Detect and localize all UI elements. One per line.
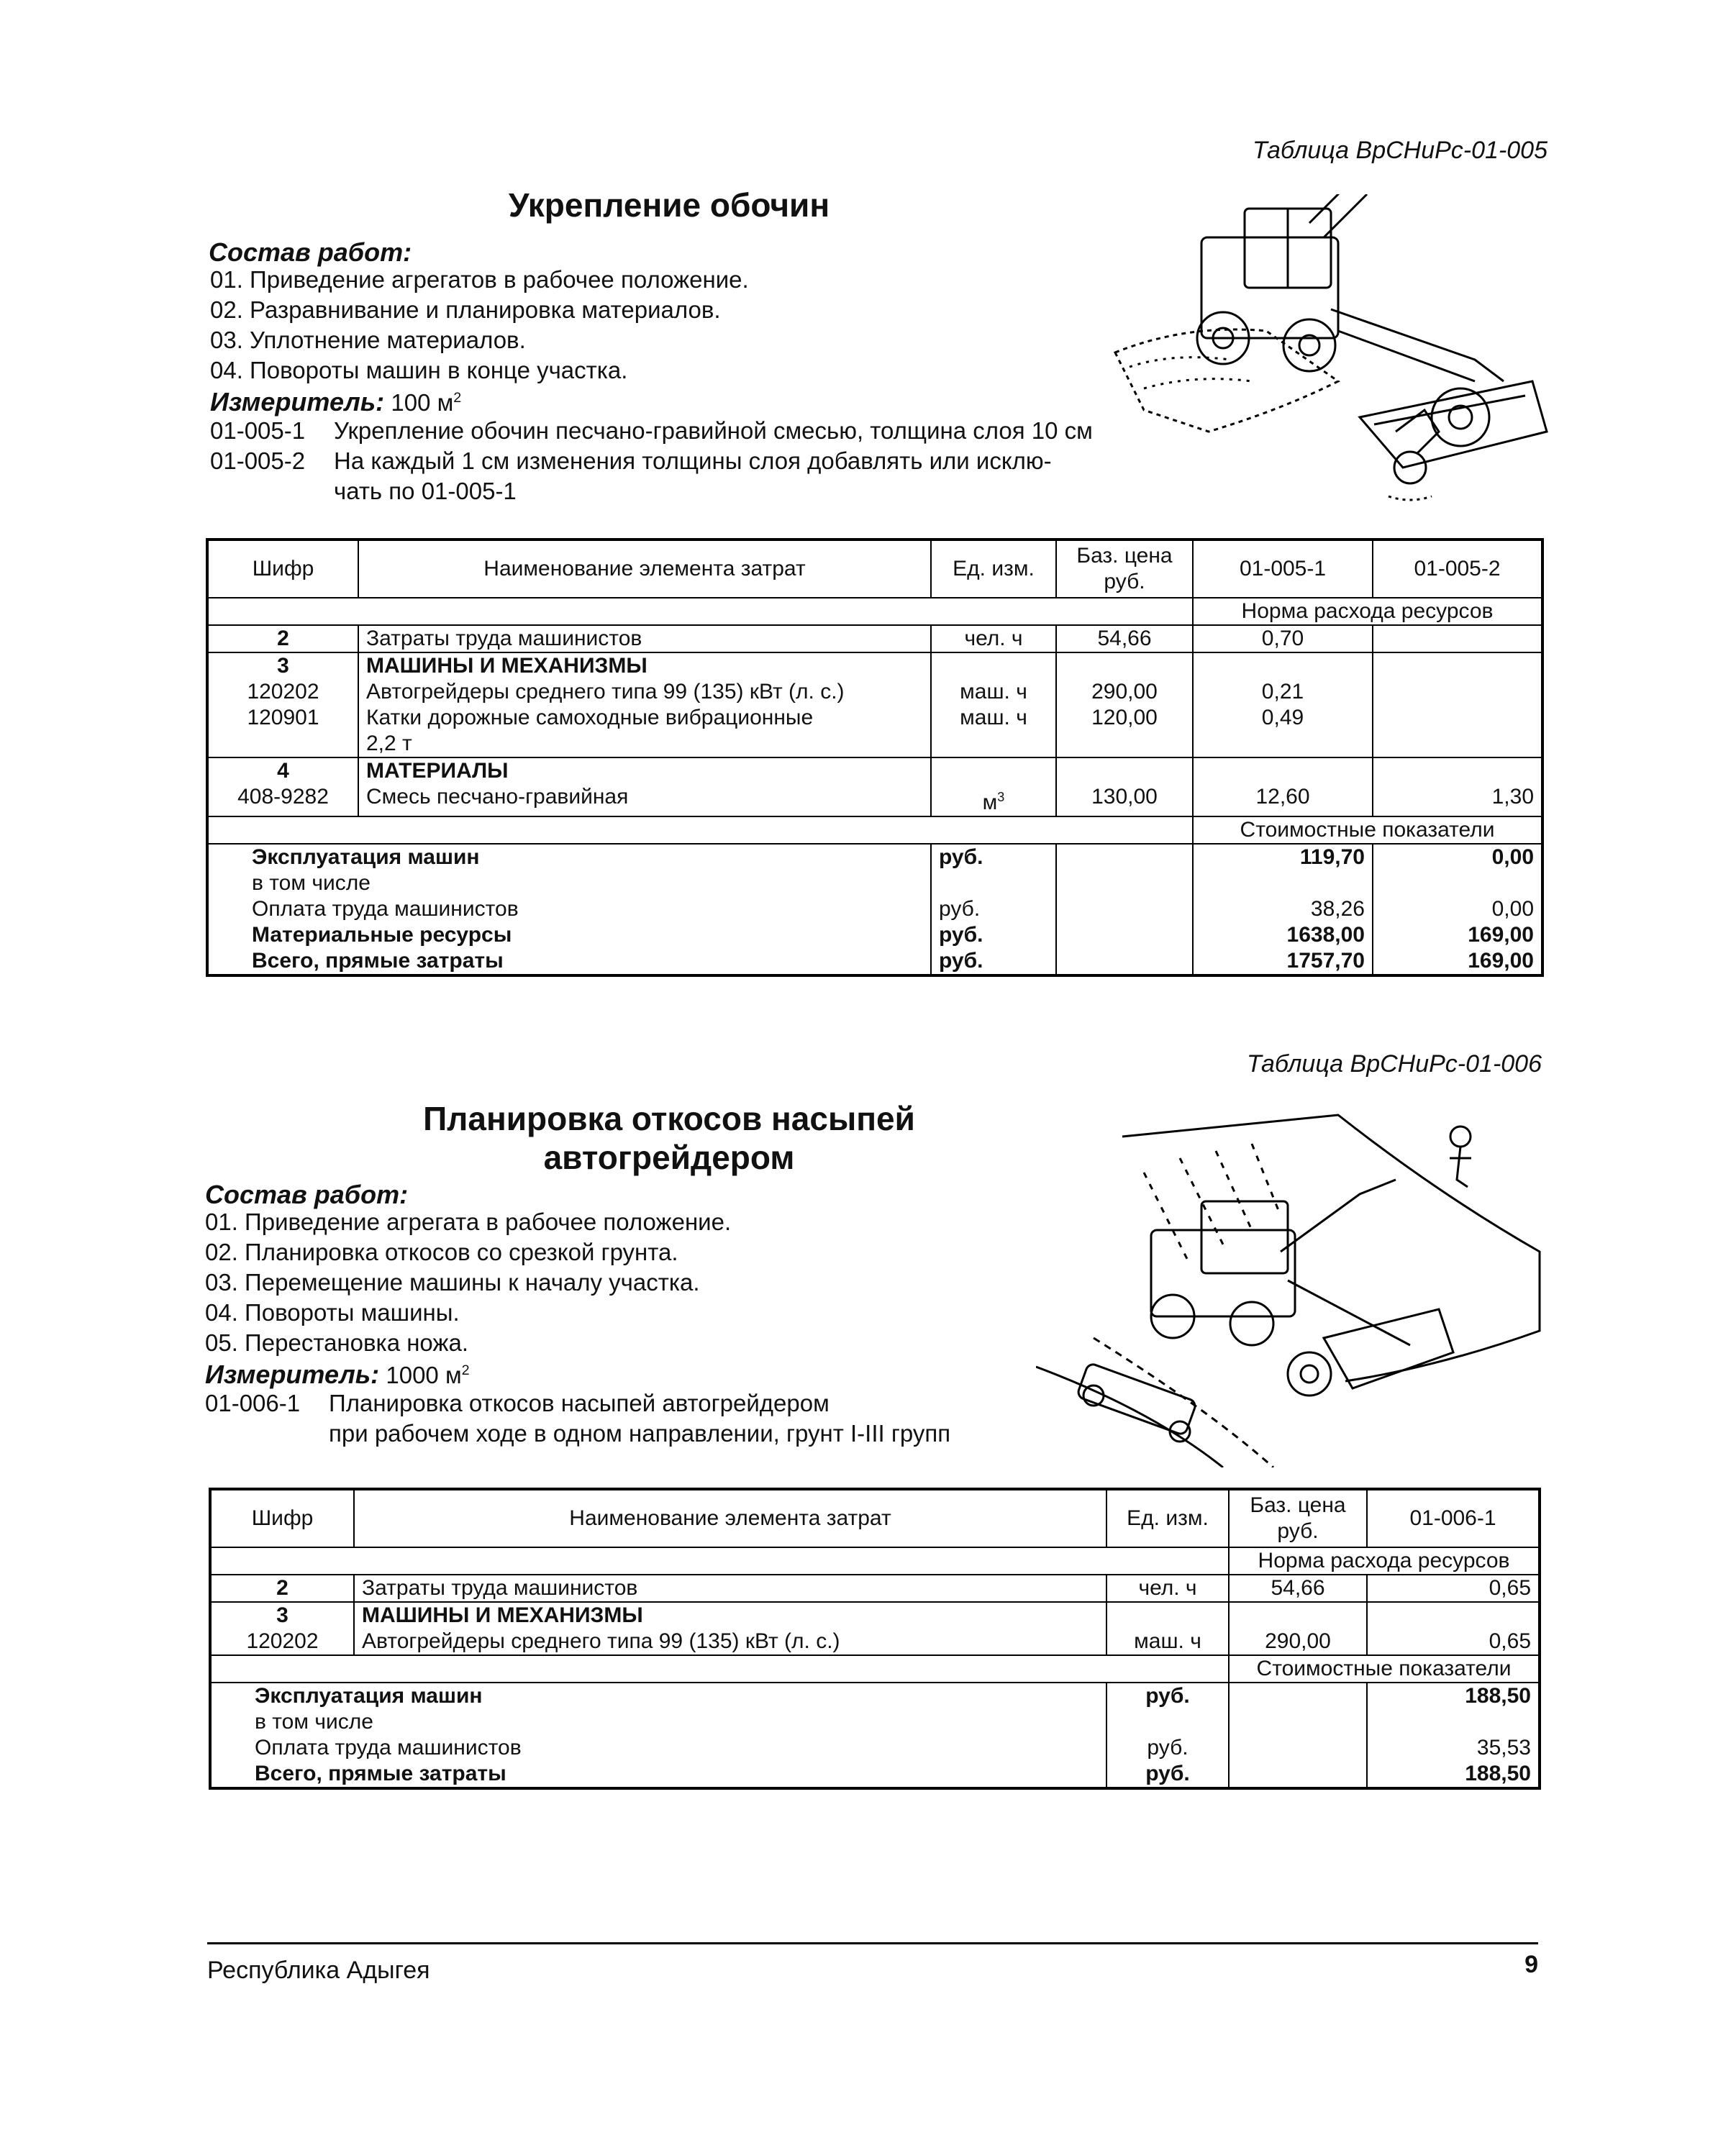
norm-label: Норма расхода ресурсов bbox=[1193, 598, 1542, 625]
cost-value: 188,50 bbox=[1367, 1683, 1540, 1709]
item-list bbox=[210, 417, 1093, 508]
cost-value: 0,00 bbox=[1373, 844, 1542, 870]
cost-value: 119,70 bbox=[1193, 844, 1373, 870]
cell-code: 120202 bbox=[210, 1629, 354, 1655]
section-title: Планировка откосов насыпей автогрейдером bbox=[423, 1100, 915, 1176]
cell-unit: маш. ч bbox=[931, 679, 1056, 705]
cell-code: 408-9282 bbox=[207, 784, 358, 816]
cost-value: 38,26 bbox=[1193, 896, 1373, 922]
cell-name: МАШИНЫ И МЕХАНИЗМЫ bbox=[354, 1602, 1106, 1629]
meter-value: 100 м bbox=[391, 389, 454, 416]
meter-line bbox=[210, 387, 461, 417]
table-row bbox=[210, 1629, 1540, 1655]
norm-label: Норма расхода ресурсов bbox=[1229, 1547, 1540, 1575]
cost-value: 35,53 bbox=[1367, 1735, 1540, 1761]
item-text: при рабочем ходе в одном направлении, грунт I-III групп bbox=[329, 1420, 951, 1447]
cell-price: 54,66 bbox=[1056, 625, 1193, 652]
list-item-continuation bbox=[205, 1420, 950, 1450]
cost-unit: руб. bbox=[931, 948, 1056, 975]
cell-name: МАШИНЫ И МЕХАНИЗМЫ bbox=[358, 652, 931, 679]
step-item: 04. Повороты машины. bbox=[205, 1299, 460, 1326]
header-cell: Ед. изм. bbox=[1106, 1489, 1229, 1547]
cell-unit: $м^3$ bbox=[931, 784, 1056, 816]
step-item: 01. Приведение агрегатов в рабочее положение. bbox=[210, 266, 749, 293]
header-cell: 01-005-1 bbox=[1193, 540, 1373, 598]
cost-subheader-row bbox=[207, 816, 1542, 844]
item-code: 01-005-2 bbox=[210, 447, 306, 474]
cost-name: в том числе bbox=[252, 871, 371, 895]
header-cell: Наименование элемента затрат bbox=[354, 1489, 1106, 1547]
cost-unit: руб. bbox=[1106, 1683, 1229, 1709]
cost-row bbox=[210, 1735, 1540, 1761]
cell-value: 1,30 bbox=[1373, 784, 1542, 816]
table-row bbox=[207, 705, 1542, 757]
cost-row bbox=[207, 922, 1542, 948]
grader-illustration bbox=[1101, 194, 1561, 532]
cost-table-01-005 bbox=[206, 538, 1544, 977]
cell-code: 2 bbox=[210, 1575, 354, 1602]
step-item: 02. Планировка откосов со срезкой грунта. bbox=[205, 1239, 678, 1265]
table-row bbox=[207, 625, 1542, 652]
item-text: чать по 01-005-1 bbox=[334, 478, 517, 504]
meter-sup: 2 bbox=[453, 390, 462, 406]
meter-value: 1000 м bbox=[386, 1362, 462, 1388]
list-item bbox=[210, 417, 1093, 447]
header-cell: Шифр bbox=[210, 1489, 354, 1547]
grader-slope-illustration bbox=[1036, 1108, 1554, 1467]
cell-name: Автогрейдеры среднего типа 99 (135) кВт (л. с.) bbox=[358, 679, 931, 705]
cell-value bbox=[1373, 679, 1542, 705]
cell-value: 0,70 bbox=[1193, 625, 1373, 652]
cost-unit: руб. bbox=[931, 922, 1056, 948]
cost-unit: руб. bbox=[1106, 1761, 1229, 1788]
table-row bbox=[207, 757, 1542, 784]
cell-value: 0,49 bbox=[1193, 705, 1373, 757]
list-item-continuation bbox=[210, 478, 1093, 508]
cost-row bbox=[207, 948, 1542, 975]
cost-unit: руб. bbox=[931, 896, 1056, 922]
cost-row bbox=[210, 1683, 1540, 1709]
cost-label: Стоимостные показатели bbox=[1229, 1655, 1540, 1683]
step-item: 01. Приведение агрегата в рабочее положение. bbox=[205, 1208, 732, 1235]
cell-name: Катки дорожные самоходные вибрационные 2,2 т bbox=[358, 705, 931, 757]
header-cell: Баз. цена руб. bbox=[1056, 540, 1193, 598]
cost-row bbox=[210, 1761, 1540, 1788]
cell-name: Затраты труда машинистов bbox=[358, 625, 931, 652]
section-title: Укрепление обочин bbox=[508, 186, 830, 224]
table-row bbox=[207, 679, 1542, 705]
cost-name: Всего, прямые затраты bbox=[255, 1762, 506, 1785]
cell-unit: чел. ч bbox=[931, 625, 1056, 652]
cost-name: Всего, прямые затраты bbox=[252, 949, 504, 973]
item-code: 01-005-1 bbox=[210, 417, 306, 444]
list-item bbox=[210, 447, 1093, 478]
norm-subheader-row bbox=[210, 1547, 1540, 1575]
composition-label: Состав работ: bbox=[205, 1180, 409, 1209]
cell-value bbox=[1373, 705, 1542, 757]
cost-value: 188,50 bbox=[1367, 1761, 1540, 1788]
header-cell: 01-006-1 bbox=[1367, 1489, 1540, 1547]
cost-unit: руб. bbox=[1106, 1735, 1229, 1761]
table-header-row bbox=[210, 1489, 1540, 1547]
cell-unit: маш. ч bbox=[1106, 1629, 1229, 1655]
cell-code: 3 bbox=[276, 1603, 288, 1627]
cost-row bbox=[207, 844, 1542, 870]
meter-label: Измеритель: bbox=[210, 387, 385, 417]
header-cell: Наименование элемента затрат bbox=[358, 540, 931, 598]
cell-code: 3 bbox=[277, 654, 289, 678]
list-item bbox=[205, 1390, 950, 1420]
cell-price: 120,00 bbox=[1056, 705, 1193, 757]
norm-subheader-row bbox=[207, 598, 1542, 625]
table-row bbox=[207, 784, 1542, 816]
table-caption: Таблица ВрСНиРс-01-005 bbox=[1252, 137, 1548, 164]
cell-name: Смесь песчано-гравийная bbox=[358, 784, 931, 816]
cost-name: Оплата труда машинистов bbox=[255, 1736, 522, 1760]
cost-value: 1757,70 bbox=[1193, 948, 1373, 975]
cell-value: 0,65 bbox=[1367, 1575, 1540, 1602]
item-text: На каждый 1 см изменения толщины слоя добавлять или исклю- bbox=[334, 447, 1052, 474]
header-cell: Баз. цена руб. bbox=[1229, 1489, 1367, 1547]
cell-name: МАТЕРИАЛЫ bbox=[358, 757, 931, 784]
header-cell: Ед. изм. bbox=[931, 540, 1056, 598]
table-row bbox=[210, 1575, 1540, 1602]
cost-value: 169,00 bbox=[1373, 948, 1542, 975]
cell-name: Затраты труда машинистов bbox=[354, 1575, 1106, 1602]
step-item: 04. Повороты машин в конце участка. bbox=[210, 357, 628, 383]
cell-unit: чел. ч bbox=[1106, 1575, 1229, 1602]
cost-name: Оплата труда машинистов bbox=[252, 897, 519, 921]
cost-row bbox=[207, 870, 1542, 896]
cell-price: 54,66 bbox=[1229, 1575, 1367, 1602]
cell-code: 120202 bbox=[247, 680, 319, 704]
meter-line bbox=[205, 1360, 470, 1390]
page-number: 9 bbox=[1524, 1951, 1538, 1978]
table-row bbox=[207, 652, 1542, 679]
cell-price: 130,00 bbox=[1056, 784, 1193, 816]
meter-label: Измеритель: bbox=[205, 1360, 380, 1389]
cell-value: 0,65 bbox=[1367, 1629, 1540, 1655]
table-header-row bbox=[207, 540, 1542, 598]
cell-code: 120901 bbox=[207, 705, 358, 757]
step-item: 03. Перемещение машины к началу участка. bbox=[205, 1269, 700, 1296]
composition-label: Состав работ: bbox=[209, 237, 412, 267]
cell-name: Автогрейдеры среднего типа 99 (135) кВт (л. с.) bbox=[354, 1629, 1106, 1655]
cell-price: 290,00 bbox=[1056, 679, 1193, 705]
cost-table-01-006 bbox=[209, 1488, 1541, 1790]
steps-list bbox=[205, 1208, 731, 1360]
cell-code: 2 bbox=[207, 625, 358, 652]
table-row bbox=[210, 1602, 1540, 1629]
meter-sup: 2 bbox=[461, 1362, 470, 1378]
table-caption: Таблица ВрСНиРс-01-006 bbox=[1246, 1050, 1542, 1078]
header-cell: 01-005-2 bbox=[1373, 540, 1542, 598]
cost-name: Материальные ресурсы bbox=[252, 923, 512, 947]
cost-unit: руб. bbox=[931, 844, 1056, 870]
steps-list bbox=[210, 266, 749, 387]
cost-value: 169,00 bbox=[1373, 922, 1542, 948]
cell-code: 4 bbox=[277, 759, 289, 783]
item-text: Укрепление обочин песчано-гравийной смесью, толщина слоя 10 см bbox=[334, 417, 1093, 444]
item-code: 01-006-1 bbox=[205, 1390, 301, 1416]
header-cell: Шифр bbox=[207, 540, 358, 598]
cost-value: 1638,00 bbox=[1193, 922, 1373, 948]
step-item: 02. Разравнивание и планировка материалов. bbox=[210, 296, 721, 323]
cost-value: 0,00 bbox=[1373, 896, 1542, 922]
cell-price: 290,00 bbox=[1229, 1629, 1367, 1655]
cost-name: в том числе bbox=[255, 1710, 373, 1734]
footer-divider bbox=[207, 1942, 1538, 1944]
cost-label: Стоимостные показатели bbox=[1193, 816, 1542, 844]
cell-value: 0,21 bbox=[1193, 679, 1373, 705]
cost-row bbox=[210, 1709, 1540, 1735]
cost-subheader-row bbox=[210, 1655, 1540, 1683]
cell-value bbox=[1373, 625, 1542, 652]
item-text: Планировка откосов насыпей автогрейдером bbox=[329, 1390, 830, 1416]
cell-unit: маш. ч bbox=[931, 705, 1056, 757]
cell-value: 12,60 bbox=[1193, 784, 1373, 816]
cost-name: Эксплуатация машин bbox=[255, 1684, 483, 1708]
footer-region: Республика Адыгея bbox=[207, 1957, 430, 1984]
cost-row bbox=[207, 896, 1542, 922]
item-list bbox=[205, 1390, 950, 1450]
step-item: 03. Уплотнение материалов. bbox=[210, 327, 526, 353]
cost-name: Эксплуатация машин bbox=[252, 845, 480, 869]
step-item: 05. Перестановка ножа. bbox=[205, 1329, 469, 1356]
